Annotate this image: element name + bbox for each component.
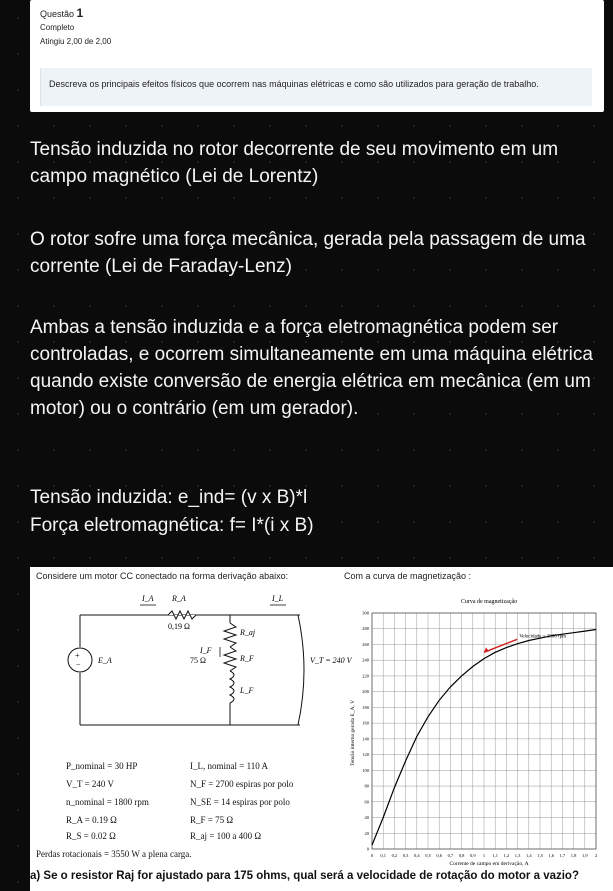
spec-n-nominal: n_nominal = 1800 rpm [66, 797, 149, 807]
y-tick-label: 300 [362, 610, 369, 616]
answer-paragraph-2: O rotor sofre uma força mecânica, gerada pela passagem de uma corrente (Lei de Faraday-Lenz) [30, 229, 586, 277]
x-tick-label: 1 [482, 853, 486, 858]
y-tick-label: 260 [362, 641, 369, 647]
spec-p-nominal: P_nominal = 30 HP [66, 761, 138, 771]
y-tick-label: 0 [366, 846, 369, 852]
svg-text:+: + [75, 651, 80, 660]
right-caption: Com a curva de magnetização : [344, 571, 472, 581]
x-tick-label: 1,8 [570, 853, 577, 858]
label-ra: R_A [172, 594, 186, 603]
question-label: Questão [40, 9, 75, 19]
label-vt: V_T = 240 V [310, 656, 352, 665]
x-tick-label: 1,5 [537, 853, 543, 858]
spec-raj: R_aj = 100 a 400 Ω [190, 831, 262, 841]
y-tick-label: 160 [362, 720, 369, 726]
label-lf: L_F [240, 686, 254, 695]
svg-text:−: − [76, 660, 81, 669]
y-tick-label: 140 [362, 736, 369, 742]
y-tick-label: 240 [362, 657, 369, 663]
question-a: a) Se o resistor Raj for ajustado para 175 ohms, qual será a velocidade de rotação do motor a vazio? [30, 870, 579, 882]
y-tick-label: 180 [362, 704, 369, 710]
x-tick-label: 0,9 [469, 853, 476, 858]
question-text: Descreva os principais efeitos físicos que ocorrem nas máquinas elétricas e como são utilizados para geração de trabalho. [40, 68, 592, 106]
spec-nse: N_SE = 14 espiras por polo [190, 797, 290, 807]
label-rf-value: 75 Ω [190, 656, 206, 665]
y-tick-label: 220 [362, 673, 369, 679]
y-tick-label: 60 [364, 799, 369, 805]
answer-formula-induced: Tensão induzida: e_ind= (v x B)*l [30, 487, 308, 508]
label-rf: R_F [240, 654, 254, 663]
spec-nf: N_F = 2700 espiras por polo [190, 779, 294, 789]
x-tick-label: 0,8 [458, 853, 465, 858]
chart-title: Curva de magnetização [460, 599, 518, 605]
annotation-arrowhead [484, 647, 489, 652]
circuit-diagram [60, 585, 360, 755]
x-tick-label: 1,3 [514, 853, 521, 858]
y-tick-label: 100 [362, 767, 369, 773]
x-tick-label: 0,5 [425, 853, 431, 858]
spec-losses: Perdas rotacionais = 3550 W a plena carga. [36, 849, 192, 859]
x-tick-label: 1,4 [525, 853, 532, 858]
answer-formula-force: Força eletromagnética: f= I*(i x B) [30, 515, 314, 536]
x-tick-label: 1,6 [548, 853, 555, 858]
label-if: I_F [200, 646, 212, 655]
answer-paragraph-3: Ambas a tensão induzida e a força eletromagnética podem ser controladas, e ocorrem simultaneamente em uma máquina elétrica quando existe conversão de energia elétrica em mecânica (em um motor) ou o contrário (em um gerador). [30, 317, 593, 419]
y-tick-label: 20 [364, 830, 369, 836]
x-tick-label: 1,7 [559, 853, 566, 858]
answer-paragraph-1: Tensão induzida no rotor decorrente de seu movimento em um campo magnético (Lei de Lorentz) [30, 139, 559, 187]
y-tick-label: 120 [362, 752, 369, 758]
spec-il-nominal: I_L, nominal = 110 A [190, 761, 268, 771]
question-number-value: 1 [76, 6, 84, 20]
question-number [40, 6, 111, 21]
chart-ylabel: Tensão interna gerada E_A, V [350, 699, 356, 767]
x-tick-label: 1,2 [503, 853, 510, 858]
x-tick-label: 0,3 [402, 853, 409, 858]
x-tick-label: 0,4 [413, 853, 420, 858]
label-raj: R_aj [240, 628, 256, 637]
label-ra-value: 0,19 Ω [168, 622, 190, 631]
question-status: Completo [40, 23, 75, 32]
spec-rf: R_F = 75 Ω [190, 815, 234, 825]
y-tick-label: 200 [362, 689, 369, 695]
x-tick-label: 1,1 [492, 853, 499, 858]
question-card [30, 0, 604, 112]
spec-rs: R_S = 0.02 Ω [66, 831, 116, 841]
question-grade: Atingiu 2,00 de 2,00 [40, 37, 112, 46]
x-tick-label: 1,9 [581, 853, 588, 858]
x-tick-label: 0,7 [447, 853, 454, 858]
y-tick-label: 80 [364, 783, 369, 789]
chart-xlabel: Corrente de campo em derivação, A [449, 861, 529, 867]
problem-panel [30, 567, 613, 891]
x-tick-label: 0,1 [380, 853, 387, 858]
label-ia: I_A [142, 594, 154, 603]
x-tick-label: 0 [370, 853, 374, 858]
x-tick-label: 2 [594, 853, 598, 858]
spec-ra: R_A = 0.19 Ω [66, 815, 117, 825]
label-ea: E_A [98, 656, 112, 665]
annotation-text: Velocidade = 1800 rpm [519, 634, 567, 640]
y-tick-label: 280 [362, 626, 369, 632]
magnetization-chart [344, 583, 606, 875]
x-tick-label: 0,2 [391, 853, 398, 858]
x-tick-label: 0,6 [436, 853, 443, 858]
left-caption: Considere um motor CC conectado na forma derivação abaixo: [36, 571, 289, 581]
label-il: I_L [272, 594, 284, 603]
spec-vt: V_T = 240 V [66, 779, 114, 789]
question-info [40, 6, 111, 49]
y-tick-label: 40 [364, 815, 369, 821]
